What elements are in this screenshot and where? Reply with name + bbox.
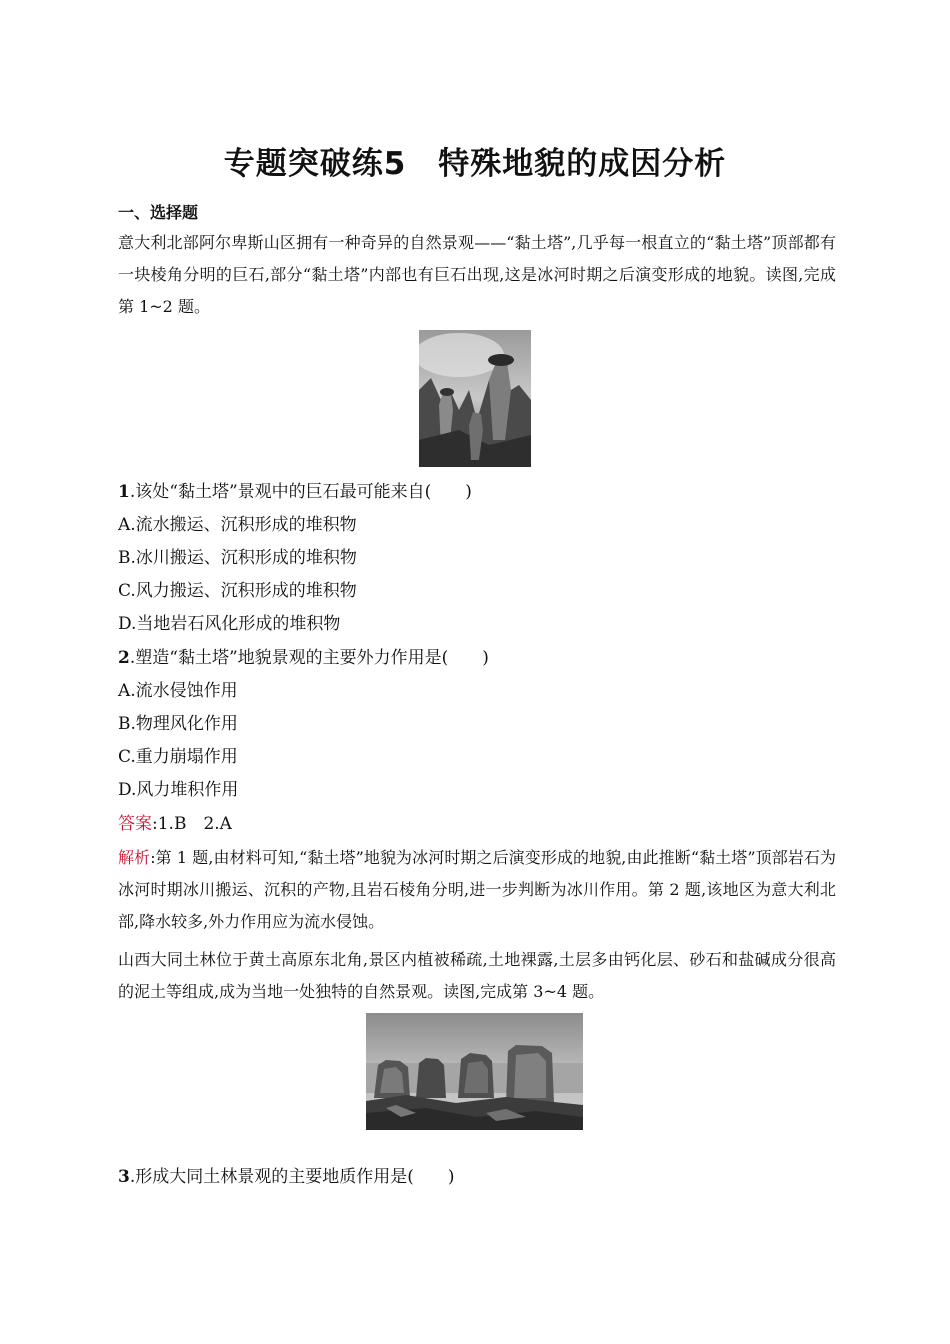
- q2-option-a: A.流水侵蚀作用: [118, 681, 238, 701]
- analysis-text: :第 1 题,由材料可知,“黏土塔”地貌为冰河时期之后演变形成的地貌,由此推断“黏土塔”顶部岩石为冰河时期冰川搬运、沉积的产物,且岩石棱角分明,进一步判断为冰川作用。第 2 题,该地区为意大利北部,降水较多,外力作用应为流水侵蚀。: [118, 848, 836, 931]
- q2-option-d: D.风力堆积作用: [118, 780, 239, 800]
- question-3-stem: .形成大同土林景观的主要地质作用是( ): [129, 1167, 455, 1187]
- question-1-number: 1: [118, 482, 130, 502]
- analysis-paragraph: [118, 842, 836, 938]
- answer-line: [118, 813, 232, 835]
- q1-option-a: A.流水搬运、沉积形成的堆积物: [118, 515, 357, 535]
- q1-option-d: D.当地岩石风化形成的堆积物: [118, 614, 341, 634]
- question-3-number: 3: [118, 1167, 130, 1187]
- intro-paragraph-2: 山西大同土林位于黄土高原东北角,景区内植被稀疏,土地裸露,土层多由钙化层、砂石和盐碱成分很高的泥土等组成,成为当地一处独特的自然景观。读图,完成第 3~4 题。: [118, 950, 836, 1001]
- section-heading: 一、选择题: [118, 203, 199, 222]
- intro-paragraph-1: 意大利北部阿尔卑斯山区拥有一种奇异的自然景观——“黏土塔”,几乎每一根直立的“黏土塔”顶部都有一块棱角分明的巨石,部分“黏土塔”内部也有巨石出现,这是冰河时期之后演变形成的地貌。读图,完成第 1~2 题。: [118, 233, 836, 316]
- q2-option-c: C.重力崩塌作用: [118, 747, 238, 767]
- question-1: [118, 481, 472, 503]
- q2-option-b: B.物理风化作用: [118, 714, 238, 734]
- question-2-number: 2: [118, 648, 130, 668]
- question-1-stem: .该处“黏土塔”景观中的巨石最可能来自( ): [129, 482, 472, 502]
- question-2: [118, 647, 489, 669]
- q1-option-c: C.风力搬运、沉积形成的堆积物: [118, 581, 357, 601]
- analysis-label: 解析: [118, 848, 151, 867]
- q1-option-b: B.冰川搬运、沉积形成的堆积物: [118, 548, 357, 568]
- answer-label: 答案: [118, 814, 152, 834]
- question-3: [118, 1166, 455, 1188]
- clay-tower-photo: [419, 330, 531, 467]
- soil-forest-photo: [366, 1013, 583, 1130]
- question-2-stem: .塑造“黏土塔”地貌景观的主要外力作用是( ): [129, 648, 489, 668]
- page-title: 专题突破练5 特殊地貌的成因分析: [223, 146, 727, 182]
- answer-text: :1.B 2.A: [152, 814, 232, 834]
